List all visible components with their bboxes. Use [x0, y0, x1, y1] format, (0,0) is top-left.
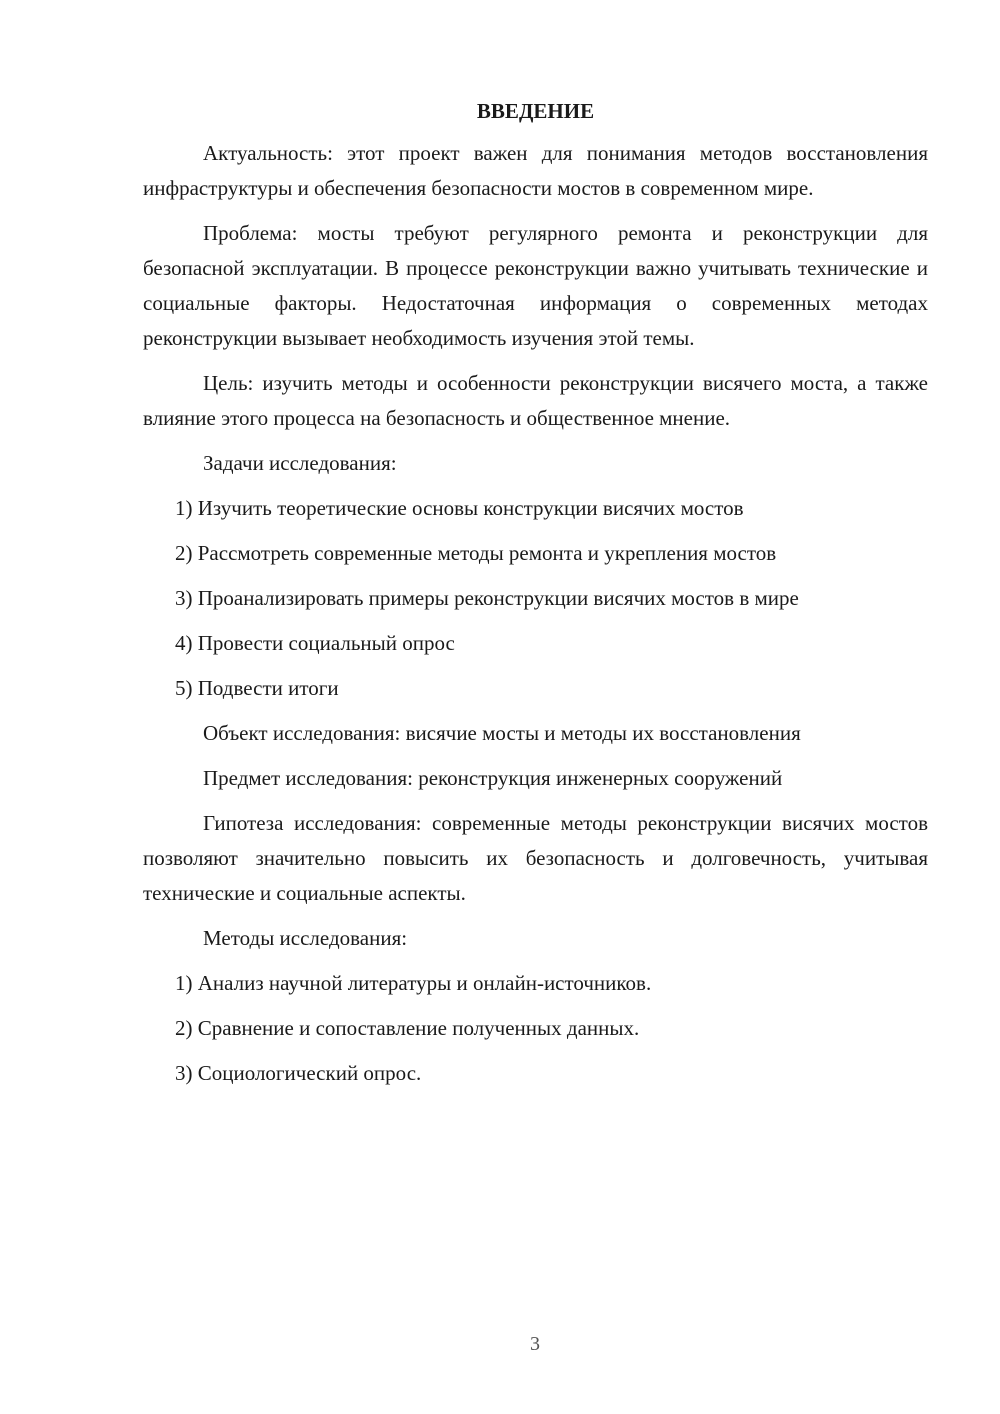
methods-list: [143, 966, 928, 1091]
list-item: 1) Изучить теоретические основы конструкции висячих мостов: [175, 496, 744, 520]
goal-paragraph: Цель: изучить методы и особенности реконструкции висячего моста, а также влияние этого процесса на безопасность и общественное мнение.: [143, 371, 928, 430]
object-line: Объект исследования: висячие мосты и методы их восстановления: [203, 721, 801, 745]
problem-paragraph: Проблема: мосты требуют регулярного ремонта и реконструкции для безопасной эксплуатации. В процессе реконструкции важно учитывать технические и социальные факторы. Недостаточная информация о современных методах реконструкции вызывает необходимость изучения этой темы.: [143, 221, 928, 350]
section-title: ВВЕДЕНИЕ: [476, 99, 595, 123]
relevance-paragraph: Актуальность: этот проект важен для понимания методов восстановления инфраструктуры и обеспечения безопасности мостов в современном мире.: [143, 141, 928, 200]
page-number: 3: [530, 1333, 540, 1355]
list-item: 4) Провести социальный опрос: [175, 631, 455, 655]
list-item: 2) Сравнение и сопоставление полученных данных.: [175, 1016, 640, 1040]
list-item: 2) Рассмотреть современные методы ремонта и укрепления мостов: [175, 541, 777, 565]
subject-line: Предмет исследования: реконструкция инженерных сооружений: [203, 766, 783, 790]
list-item: 1) Анализ научной литературы и онлайн-источников.: [175, 971, 652, 995]
document-body: [143, 96, 928, 1101]
methods-heading: Методы исследования:: [203, 926, 408, 950]
list-item: 3) Проанализировать примеры реконструкции висячих мостов в мире: [175, 586, 799, 610]
tasks-list: [143, 491, 928, 706]
hypothesis-paragraph: Гипотеза исследования: современные методы реконструкции висячих мостов позволяют значительно повысить их безопасность и долговечность, учитывая технические и социальные аспекты.: [143, 811, 928, 905]
list-item: 3) Социологический опрос.: [175, 1061, 422, 1085]
list-item: 5) Подвести итоги: [175, 676, 339, 700]
tasks-heading: Задачи исследования:: [203, 451, 397, 475]
